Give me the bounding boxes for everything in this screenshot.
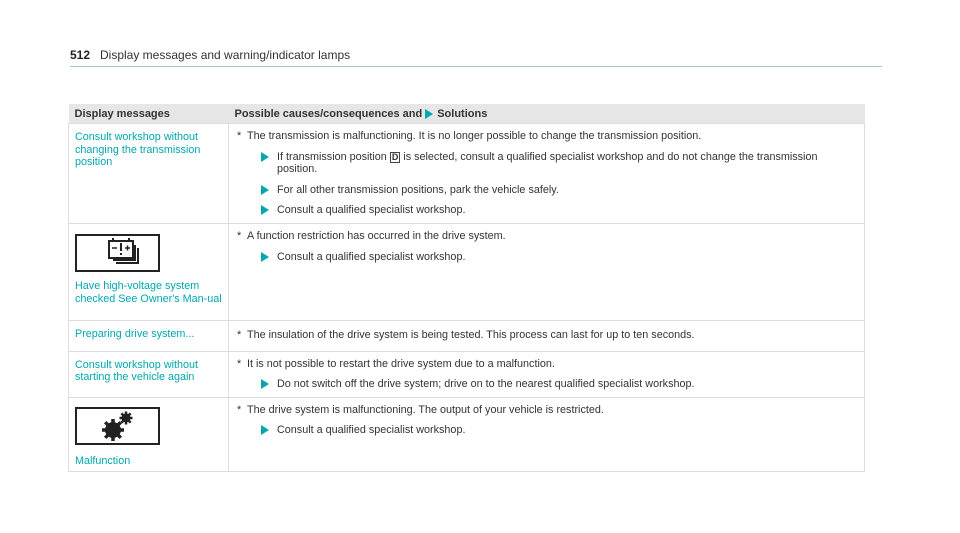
page-title: Display messages and warning/indicator lamps — [100, 48, 351, 62]
high-voltage-battery-icon — [75, 234, 160, 272]
step-text: Consult a qualified specialist workshop. — [277, 424, 466, 437]
cause-label: The drive system is malfunctioning. The output of your vehicle is restricted. — [247, 403, 604, 416]
cause-label: A function restriction has occurred in the drive system. — [247, 229, 506, 242]
display-message-cell — [69, 397, 229, 472]
display-message: Have high-voltage system checked See Owner's Man-ual — [75, 279, 222, 305]
display-message: Consult workshop without starting the vehicle again — [75, 358, 199, 384]
step-text: Do not switch off the drive system; drive on to the nearest qualified specialist workshop. — [277, 378, 695, 391]
bullet-star: * — [237, 357, 242, 370]
step-text: is selected, consult a qualified specialist workshop and do not change the transmission position. — [277, 150, 818, 176]
table-row — [69, 397, 865, 472]
cause-cell — [229, 124, 865, 224]
table-header-row — [69, 104, 865, 124]
step-text: If transmission position — [277, 150, 387, 163]
display-message: Malfunction — [75, 454, 131, 467]
play-arrow-icon — [261, 152, 269, 162]
bullet-star: * — [237, 328, 242, 341]
bullet-star: * — [237, 229, 242, 242]
step-text: Consult a qualified specialist workshop. — [277, 204, 466, 217]
display-message-cell — [69, 124, 229, 224]
column-header-solutions-label: Solutions — [437, 108, 488, 120]
column-header-causes-label: Possible causes/consequences and — [234, 108, 423, 120]
bullet-star: * — [237, 130, 242, 142]
play-arrow-icon — [261, 425, 269, 435]
cause-cell — [229, 223, 865, 320]
play-arrow-icon — [261, 252, 269, 262]
solution-step — [237, 151, 856, 176]
display-message-cell — [69, 320, 229, 351]
solution-step — [237, 378, 856, 391]
solution-step — [237, 184, 856, 197]
column-header-display: Display messages — [69, 104, 229, 124]
cause-text — [237, 230, 856, 243]
display-message-cell — [69, 351, 229, 397]
cause-cell — [229, 397, 865, 472]
table-row — [69, 223, 865, 320]
malfunction-gears-icon — [75, 407, 160, 445]
column-header-causes — [229, 104, 865, 124]
step-text: For all other transmission positions, park the vehicle safely. — [277, 183, 559, 196]
cause-cell — [229, 320, 865, 351]
play-arrow-icon — [261, 205, 269, 215]
cause-text — [237, 329, 856, 342]
display-messages-table — [68, 104, 865, 472]
display-message: Preparing drive system... — [75, 327, 195, 340]
cause-text — [237, 130, 856, 143]
play-arrow-icon — [425, 109, 433, 119]
play-arrow-icon — [261, 379, 269, 389]
transmission-position-tag: D — [391, 151, 399, 162]
cause-text — [237, 404, 856, 417]
table-row — [69, 351, 865, 397]
cause-text — [237, 358, 856, 371]
display-message: Consult workshop without changing the transmission position — [75, 131, 201, 169]
display-message-cell — [69, 223, 229, 320]
bullet-star: * — [237, 403, 242, 416]
play-arrow-icon — [261, 185, 269, 195]
page-header — [70, 46, 882, 67]
table-row — [69, 320, 865, 351]
cause-cell — [229, 351, 865, 397]
solution-step — [237, 424, 856, 437]
page-number: 512 — [70, 48, 91, 62]
cause-label: It is not possible to restart the drive system due to a malfunction. — [247, 357, 555, 370]
solution-step — [237, 204, 856, 217]
table-row — [69, 124, 865, 224]
cause-label: The transmission is malfunctioning. It is no longer possible to change the transmission position. — [247, 130, 702, 142]
step-text: Consult a qualified specialist workshop. — [277, 250, 466, 263]
solution-step — [237, 251, 856, 264]
cause-label: The insulation of the drive system is being tested. This process can last for up to ten seconds. — [247, 328, 695, 341]
